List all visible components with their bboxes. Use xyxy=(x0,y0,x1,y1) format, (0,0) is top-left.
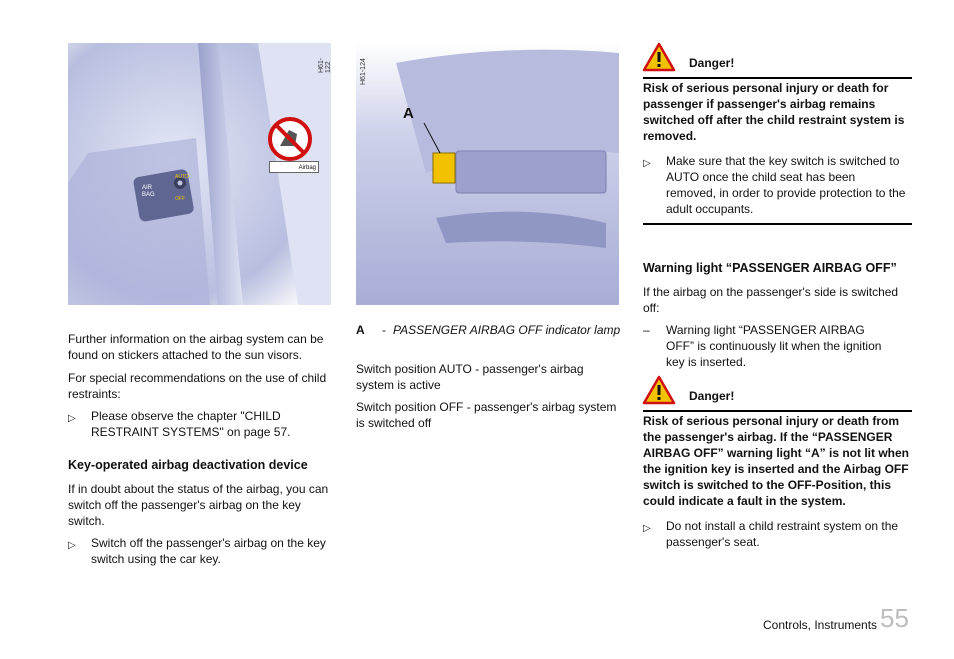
figure-code: H61-124 xyxy=(360,58,367,85)
danger-header xyxy=(643,43,912,79)
airbag-switch-illustration xyxy=(68,43,331,305)
paragraph: Switch position AUTO - passenger's airbag system is active xyxy=(356,362,584,392)
danger-text: Risk of serious personal injury or death from the passenger's airbag. If the “PASSENGER AIRBAG OFF” warning light “A” is not lit when the ignition key is inserted and the Airbag OFF switch is switched to the OFF-Position, this could indicate a fault in the system. xyxy=(643,414,909,508)
paragraph: If the airbag on the passenger's side is switched off: xyxy=(643,285,899,315)
bullet-text: Please observe the chapter "CHILD RESTRAINT SYSTEMS" on page 57. xyxy=(91,409,291,439)
switch-auto-label: AUTO xyxy=(175,174,189,180)
section-heading: Key-operated airbag deactivation device xyxy=(68,458,308,472)
figure-airbag-key-switch xyxy=(68,43,331,305)
bullet-text: Make sure that the key switch is switched to AUTO once the child seat has been removed, in order to provide protection to the adult occupants. xyxy=(666,154,906,216)
no-child-seat-icon xyxy=(267,116,313,162)
footer-section: Controls, Instruments xyxy=(763,618,878,632)
bullet-text: Switch off the passenger's airbag on the key switch using the car key. xyxy=(91,536,326,566)
danger-text: Risk of serious personal injury or death for passenger if passenger's airbag remains switched off after the child restraint system is removed. xyxy=(643,81,905,143)
warning-triangle-icon xyxy=(643,43,675,71)
dashboard-illustration xyxy=(356,43,619,305)
danger-label: Danger! xyxy=(689,56,735,70)
legend-text: PASSENGER AIRBAG OFF indicator lamp xyxy=(393,323,621,337)
paragraph: Further information on the airbag system can be found on stickers attached to the sun visors. xyxy=(68,332,324,362)
bullet-triangle-icon: ▷ xyxy=(68,540,76,551)
switch-label: AIR BAG xyxy=(142,185,155,198)
legend-key: A xyxy=(356,323,365,337)
warning-triangle-icon xyxy=(643,376,675,404)
figure-code: H61-122 xyxy=(318,57,332,73)
paragraph: Switch position OFF - passenger's airbag system is switched off xyxy=(356,400,617,430)
bullet-text: Do not install a child restraint system on the passenger's seat. xyxy=(666,519,899,549)
legend-separator: - xyxy=(382,323,386,337)
bullet-triangle-icon: ▷ xyxy=(643,158,651,169)
danger-header xyxy=(643,376,912,412)
dash-item-text: Warning light “PASSENGER AIRBAG OFF” is continuously lit when the ignition key is inserted. xyxy=(666,323,882,369)
dash-marker: – xyxy=(643,323,650,337)
section-heading: Warning light “PASSENGER AIRBAG OFF” xyxy=(643,261,897,275)
divider xyxy=(643,223,912,225)
bullet-triangle-icon: ▷ xyxy=(643,523,651,534)
bullet-triangle-icon: ▷ xyxy=(68,413,76,424)
page-number: 55 xyxy=(880,603,909,633)
no-child-seat-sticker xyxy=(267,116,313,162)
danger-label: Danger! xyxy=(689,389,735,403)
paragraph: If in doubt about the status of the airbag, you can switch off the passenger's airbag on the key switch. xyxy=(68,482,329,528)
sticker-label: Airbag xyxy=(269,161,319,173)
paragraph: For special recommendations on the use of child restraints: xyxy=(68,371,327,401)
figure-dashboard-indicator xyxy=(356,43,619,305)
callout-a: A xyxy=(403,105,414,122)
switch-off-label: OFF xyxy=(175,196,185,202)
